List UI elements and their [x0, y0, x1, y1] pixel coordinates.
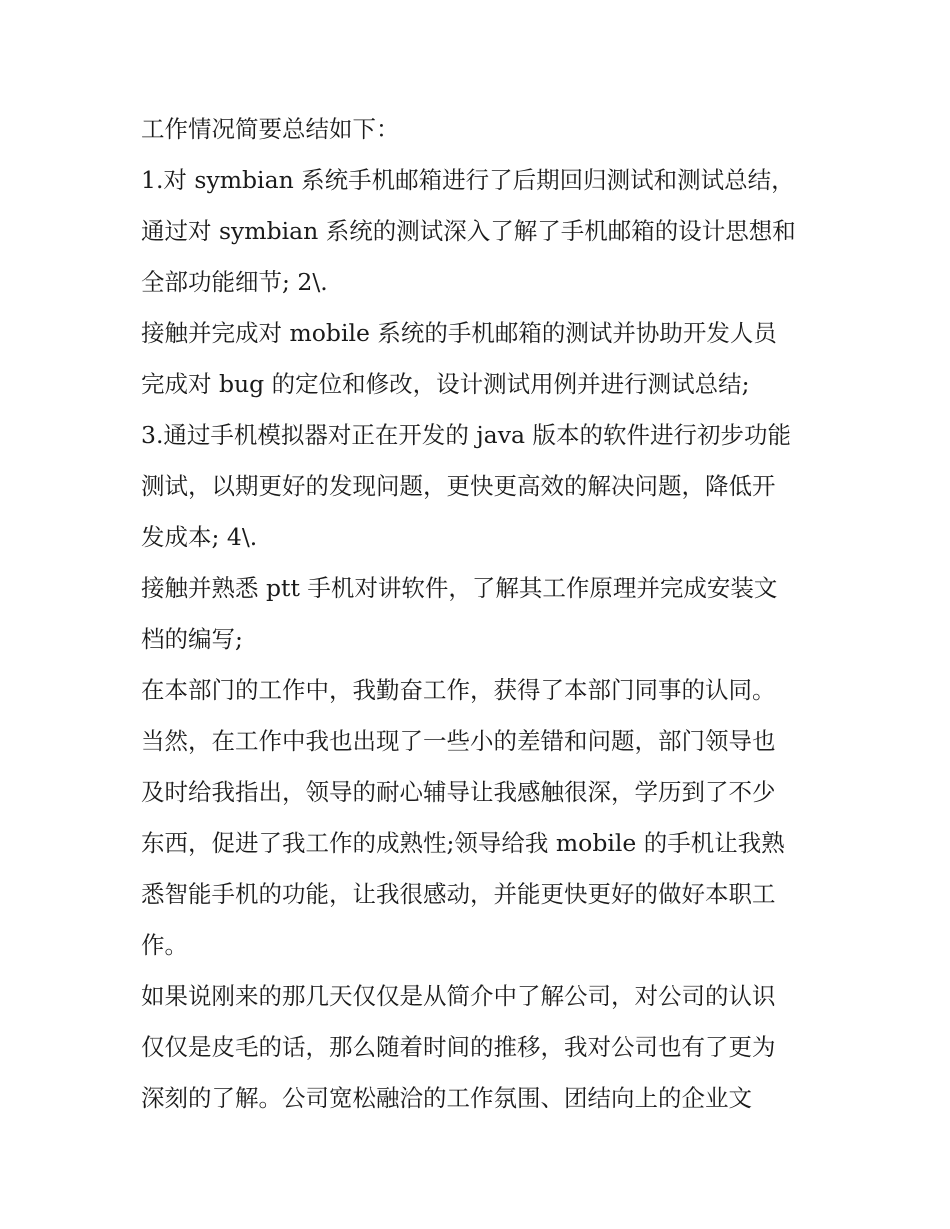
text-line: 东西，促进了我工作的成熟性;领导给我 mobile 的手机让我熟 — [141, 829, 785, 857]
text-line: 3.通过手机模拟器对正在开发的 java 版本的软件进行初步功能 — [141, 421, 791, 449]
text-line: 深刻的了解。公司宽松融洽的工作氛围、团结向上的企业文 — [141, 1084, 752, 1112]
text-line: 接触并完成对 mobile 系统的手机邮箱的测试并协助开发人员 — [141, 319, 777, 347]
text-line: 在本部门的工作中，我勤奋工作，获得了本部门同事的认同。 — [141, 676, 776, 704]
text-line: 当然，在工作中我也出现了一些小的差错和问题，部门领导也 — [141, 727, 776, 755]
text-line: 档的编写; — [141, 625, 243, 653]
text-line: 及时给我指出，领导的耐心辅导让我感触很深，学历到了不少 — [141, 778, 776, 806]
text-line: 悉智能手机的功能，让我很感动，并能更快更好的做好本职工 — [141, 880, 776, 908]
text-line: 工作情况简要总结如下： — [141, 115, 400, 143]
text-line: 完成对 bug 的定位和修改，设计测试用例并进行测试总结; — [141, 370, 750, 398]
text-line: 测试，以期更好的发现问题，更快更高效的解决问题，降低开 — [141, 472, 776, 500]
text-line: 发成本; 4\. — [141, 523, 258, 551]
text-line: 1.对 symbian 系统手机邮箱进行了后期回归测试和测试总结， — [141, 166, 795, 194]
text-line: 通过对 symbian 系统的测试深入了解了手机邮箱的设计思想和 — [141, 217, 796, 245]
text-line: 全部功能细节; 2\. — [141, 268, 328, 296]
text-line: 仅仅是皮毛的话，那么随着时间的推移，我对公司也有了更为 — [141, 1033, 776, 1061]
text-line: 作。 — [141, 931, 188, 959]
text-line: 如果说刚来的那几天仅仅是从简介中了解公司，对公司的认识 — [141, 982, 776, 1010]
text-line: 接触并熟悉 ptt 手机对讲软件，了解其工作原理并完成安装文 — [141, 574, 778, 602]
document-body — [141, 104, 831, 1124]
